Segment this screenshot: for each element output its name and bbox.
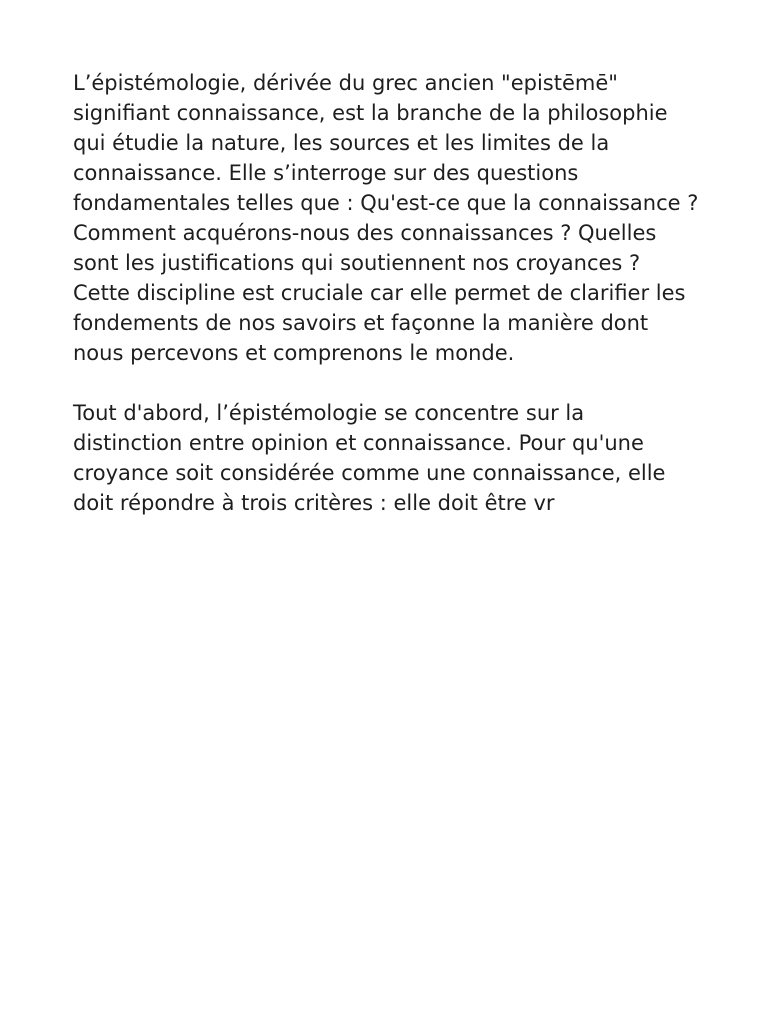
text-line: Tout d'abord, l’épistémologie se concentre sur la [73,401,585,425]
text-line: fondamentales telles que : Qu'est-ce que la connaissance ? [73,191,699,215]
text-line: signifiant connaissance, est la branche de la philosophie [73,101,668,125]
text-line: sont les justifications qui soutiennent nos croyances ? [73,251,641,275]
paragraph-second [73,398,713,518]
text-line: fondements de nos savoirs et façonne la manière dont [73,311,649,335]
text-line: doit répondre à trois critères : elle doit être vr [73,491,555,515]
document-body [73,68,713,518]
text-line: connaissance. Elle s’interroge sur des questions [73,161,579,185]
paragraph-intro [73,68,713,368]
text-line: distinction entre opinion et connaissance. Pour qu'une [73,431,644,455]
text-line: croyance soit considérée comme une connaissance, elle [73,461,666,485]
text-line: nous percevons et comprenons le monde. [73,341,515,365]
paragraph-spacer [73,368,713,398]
text-line: Cette discipline est cruciale car elle permet de clarifier les [73,281,686,305]
text-line: L’épistémologie, dérivée du grec ancien "epistēmē" [73,71,618,95]
text-line: qui étudie la nature, les sources et les limites de la [73,131,610,155]
text-line: Comment acquérons-nous des connaissances ? Quelles [73,221,657,245]
